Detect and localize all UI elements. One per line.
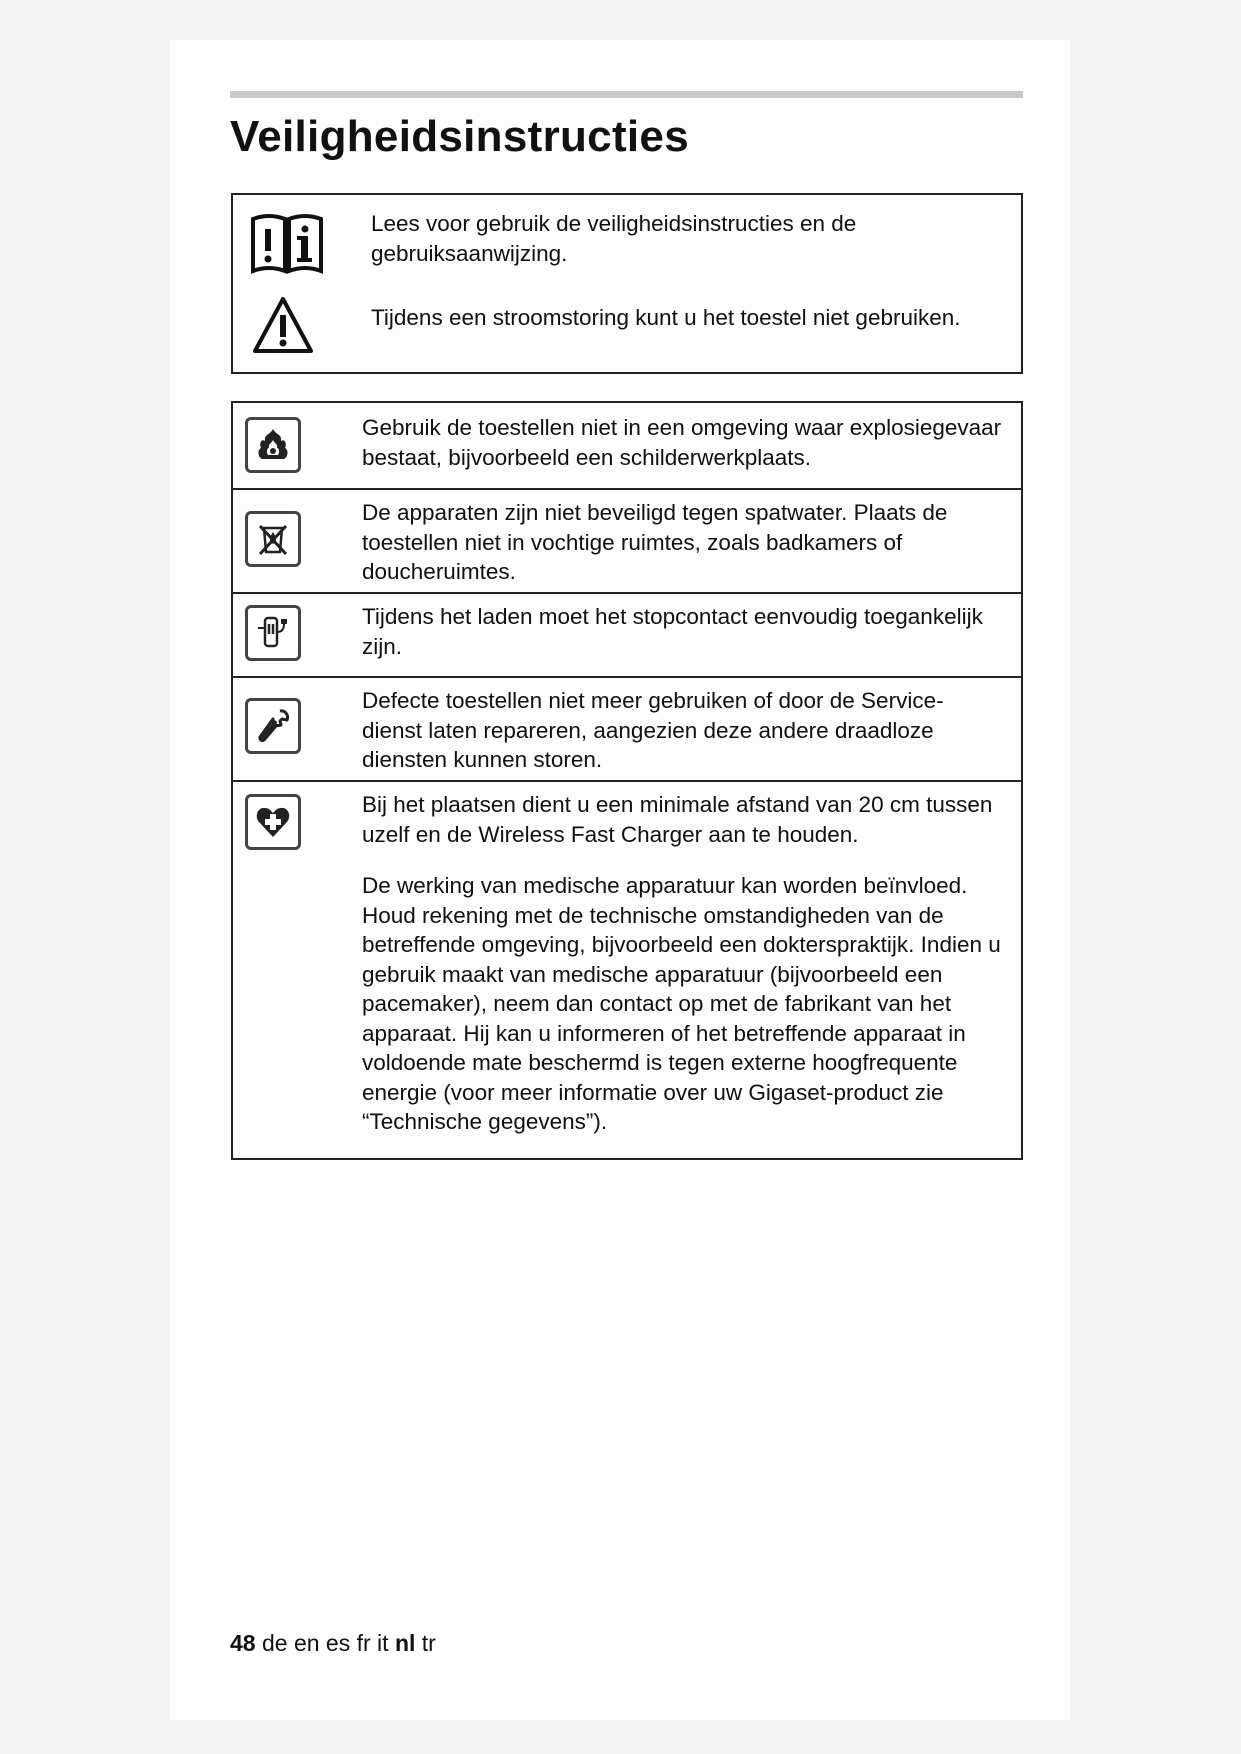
- top-rule: [230, 91, 1023, 98]
- page-number: 48: [230, 1630, 256, 1656]
- intro-power-text: Tijdens een stroomstoring kunt u het toestel niet gebruiken.: [371, 305, 961, 330]
- warning-text-medical: De werking van medische apparatuur kan worden beïnvloed. Houd rekening met de technische omstandigheden van de betreffende omgeving, bijvoorbeeld een dokterspraktijk. Indien u gebruik maakt van medische apparatuur (bijvoorbeeld een pacemaker), neem dan contact op met de fabrikant van het apparaat. Hij kan u informeren of het betreffende apparaat in voldoende mate beschermd is tegen externe hoogfrequente energie (voor meer informatie over uw Gigaset-product zie “Technische gegevens”).: [362, 873, 1001, 1134]
- power-socket-icon: [245, 605, 301, 661]
- warning-row-water: [233, 488, 1021, 594]
- warning-text: Bij het plaatsen dient u een minimale afstand van 20 cm tussen uzelf en de Wireless Fast Charger aan te houden.: [362, 792, 993, 847]
- intro-row-power: [233, 285, 1021, 375]
- warning-text-group: [362, 790, 1003, 1137]
- warnings-box: [231, 401, 1023, 1160]
- page-footer: [230, 1630, 436, 1657]
- intro-row-read: [233, 195, 1021, 285]
- warning-text: Gebruik de toestellen niet in een omgeving waar explosiegevaar bestaat, bijvoorbeeld een schilderwerkplaats.: [362, 415, 1002, 470]
- warning-text: De apparaten zijn niet beveiligd tegen spatwater. Plaats de toestellen niet in vochtige ruimtes, zoals badkamers of doucheruimtes.: [362, 500, 948, 584]
- medical-heart-icon: [245, 794, 301, 850]
- warning-triangle-icon: [251, 295, 315, 355]
- warning-row-explosion: [233, 403, 1021, 490]
- warning-row-socket: [233, 592, 1021, 678]
- warning-row-medical: [233, 780, 1021, 1158]
- warning-text: Tijdens het laden moet het stopcontact eenvoudig toegankelijk zijn.: [362, 604, 983, 659]
- no-water-icon: [245, 511, 301, 567]
- language-list-after: tr: [421, 1630, 436, 1656]
- explosion-icon: [245, 417, 301, 473]
- warning-row-repair: [233, 676, 1021, 782]
- current-language: nl: [394, 1630, 416, 1656]
- wrench-icon: [245, 698, 301, 754]
- page-title: Veiligheidsinstructies: [230, 112, 689, 161]
- intro-read-text: Lees voor gebruik de veiligheidsinstructies en de gebruiksaanwijzing.: [371, 211, 857, 266]
- warning-text: Defecte toestellen niet meer gebruiken of door de Service-dienst laten repareren, aangezien deze andere draadloze diensten kunnen storen.: [362, 688, 944, 772]
- language-list: de en es fr it: [261, 1630, 389, 1656]
- read-manual-icon: [249, 209, 325, 275]
- intro-box: [231, 193, 1023, 374]
